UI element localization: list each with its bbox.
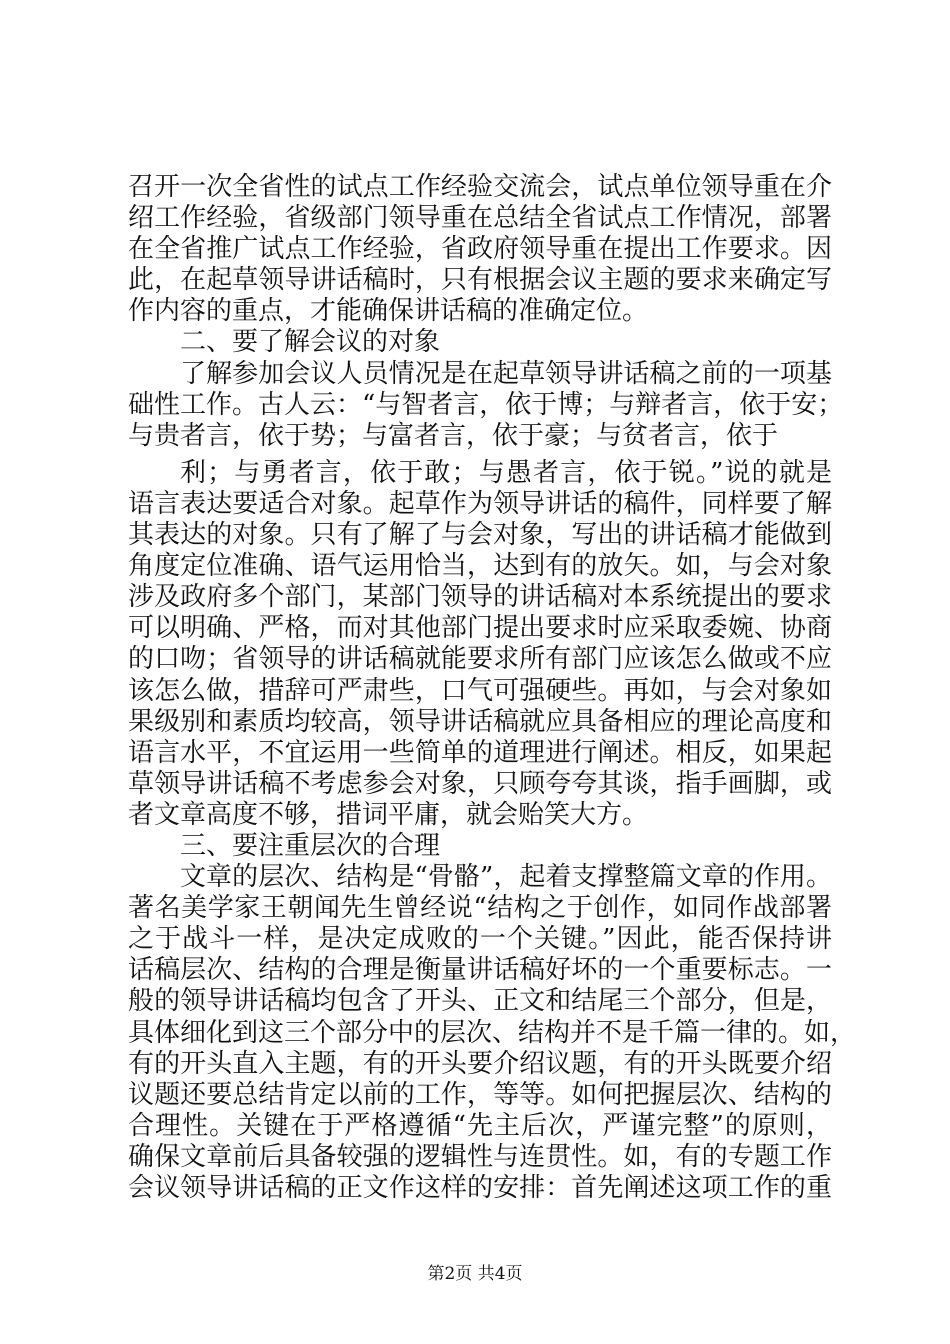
page-footer: 第2页 共4页 [427, 1264, 523, 1284]
text-line: 了解参加会议人员情况是在起草领导讲话稿之前的一项基 [180, 358, 832, 389]
text-line: 础性工作。古人云：“与智者言，依于博；与辩者言，依于安； [128, 389, 844, 420]
text-line: 可以明确、严格，而对其他部门提出要求时应采取委婉、协商 [128, 613, 832, 644]
section-heading: 二、要了解会议的对象 [180, 327, 441, 358]
text-line: 绍工作经验，省级部门领导重在总结全省试点工作情况，部署 [128, 203, 832, 234]
text-line: 合理性。关键在于严格遵循“先主后次，严谨完整”的原则， [128, 1110, 832, 1141]
text-line: 该怎么做，措辞可严肃些，口气可强硬些。再如，与会对象如 [128, 675, 832, 706]
text-line: 语言水平，不宜运用一些简单的道理进行阐述。相反，如果起 [128, 737, 832, 768]
text-line: 其表达的对象。只有了解了与会对象，写出的讲话稿才能做到 [128, 520, 832, 551]
text-line: 般的领导讲话稿均包含了开头、正文和结尾三个部分，但是， [128, 986, 832, 1017]
text-line: 与贵者言，依于势；与富者言，依于豪；与贫者言，依于 [128, 420, 779, 451]
text-line: 果级别和素质均较高，领导讲话稿就应具备相应的理论高度和 [128, 706, 832, 737]
text-line: 者文章高度不够，措词平庸，就会贻笑大方。 [128, 799, 649, 830]
text-line: 之于战斗一样，是决定成败的一个关键。”因此，能否保持讲 [128, 924, 832, 955]
text-line: 作内容的重点，才能确保讲话稿的准确定位。 [128, 296, 649, 327]
text-line: 话稿层次、结构的合理是衡量讲话稿好坏的一个重要标志。一 [128, 955, 832, 986]
text-line: 文章的层次、结构是“骨骼”，起着支撑整篇文章的作用。 [180, 862, 832, 893]
text-line: 此，在起草领导讲话稿时，只有根据会议主题的要求来确定写 [128, 265, 832, 296]
text-line: 在全省推广试点工作经验，省政府领导重在提出工作要求。因 [128, 234, 832, 265]
document-body [128, 172, 857, 1204]
text-line: 利；与勇者言，依于敢；与愚者言，依于锐。”说的就是 [180, 457, 832, 488]
text-line: 草领导讲话稿不考虑参会对象，只顾夸夸其谈，指手画脚，或 [128, 768, 832, 799]
text-line: 的口吻；省领导的讲话稿就能要求所有部门应该怎么做或不应 [128, 644, 832, 675]
text-line: 确保文章前后具备较强的逻辑性与连贯性。如，有的专题工作 [128, 1141, 832, 1172]
text-line: 具体细化到这三个部分中的层次、结构并不是千篇一律的。如， [128, 1017, 857, 1048]
text-line: 角度定位准确、语气运用恰当，达到有的放矢。如，与会对象 [128, 551, 832, 582]
text-line: 语言表达要适合对象。起草作为领导讲话的稿件，同样要了解 [128, 488, 832, 519]
text-line: 著名美学家王朝闻先生曾经说“结构之于创作，如同作战部署 [128, 893, 832, 924]
text-line: 有的开头直入主题，有的开头要介绍议题，有的开头既要介绍 [128, 1048, 832, 1079]
section-heading: 三、要注重层次的合理 [180, 830, 441, 861]
text-line: 涉及政府多个部门，某部门领导的讲话稿对本系统提出的要求 [128, 582, 832, 613]
text-line: 会议领导讲话稿的正文作这样的安排：首先阐述这项工作的重 [128, 1173, 832, 1203]
text-line: 议题还要总结肯定以前的工作，等等。如何把握层次、结构的 [128, 1079, 832, 1110]
text-line: 召开一次全省性的试点工作经验交流会，试点单位领导重在介 [128, 172, 832, 202]
